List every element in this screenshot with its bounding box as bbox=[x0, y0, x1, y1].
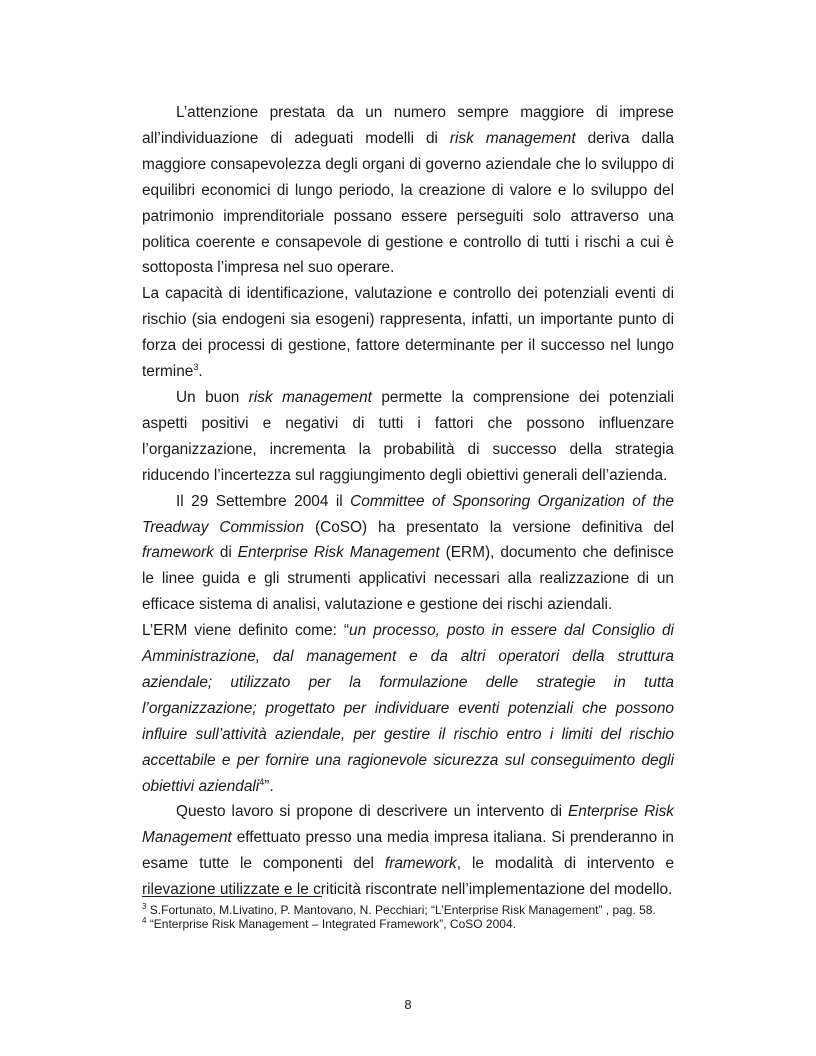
document-body bbox=[142, 100, 674, 903]
paragraph-3: Un buon risk management permette la comprensione dei potenziali aspetti positivi e negativi di tutti i fattori che possono influenzare l’organizzazione, incrementa la probabilità di successo della strategia riducendo l’incertezza sul raggiungimento degli obiettivi generali dell’azienda. bbox=[142, 388, 674, 484]
footnote-ref-4: 4 bbox=[259, 776, 265, 787]
paragraph-1: L’attenzione prestata da un numero sempre maggiore di imprese all’individuazione di adeguati modelli di risk management deriva dalla maggiore consapevolezza degli organi di governo aziendale che lo sviluppo di equilibri economici di lungo periodo, la creazione di valore e lo sviluppo del patrimonio imprenditoriale possano essere perseguiti solo attraverso una politica coerente e consapevole di gestione e controllo di tutti i rischi a cui è sottoposta l’impresa nel suo operare. bbox=[142, 104, 675, 277]
footnote-4: $^4$ “Enterprise Risk Management – Integrated Framework”, CoSO 2004. bbox=[142, 916, 516, 931]
paragraph-6: Questo lavoro si propone di descrivere un intervento di Enterprise Risk Management effettuato presso una media impresa italiana. Si prenderanno in esame tutte le componenti del framework, le modalità di intervento e rilevazione utilizzate e le criticità riscontrate nell’implementazione del modello. bbox=[142, 803, 675, 899]
page-number: 8 bbox=[404, 997, 412, 1012]
footnote-ref-3: 3 bbox=[193, 361, 199, 372]
footnotes bbox=[142, 896, 674, 931]
paragraph-2: La capacità di identificazione, valutazione e controllo dei potenziali eventi di rischio (sia endogeni sia esogeni) rappresenta, infatti, un importante punto di forza dei processi di gestione, fattore determinante per il successo nel lungo termine$^3$. bbox=[142, 285, 674, 381]
paragraph-5: L’ERM viene definito come: “un processo, posto in essere dal Consiglio di Amministrazione, dal management e da altri operatori della struttura aziendale; utilizzato per la formulazione delle strategie in tutta l’organizzazione; progettato per individuare eventi potenziali che possono influire sull’attività aziendale, per gestire il rischio entro i limiti del rischio accettabile e per fornire una ragionevole sicurezza sul conseguimento degli obiettivi aziendali$^4$”. bbox=[142, 622, 674, 795]
footnote-3: $^3$ S.Fortunato, M.Livatino, P. Mantovano, N. Pecchiari; “L’Enterprise Risk Management” , pag. 58. bbox=[142, 902, 656, 917]
paragraph-4: Il 29 Settembre 2004 il Committee of Sponsoring Organization of the Treadway Commission (CoSO) ha presentato la versione definitiva del framework di Enterprise Risk Management (ERM), documento che definisce le linee guida e gli strumenti applicativi necessari alla realizzazione di un efficace sistema di analisi, valutazione e gestione dei rischi aziendali. bbox=[142, 492, 674, 614]
footnote-divider bbox=[142, 896, 322, 897]
